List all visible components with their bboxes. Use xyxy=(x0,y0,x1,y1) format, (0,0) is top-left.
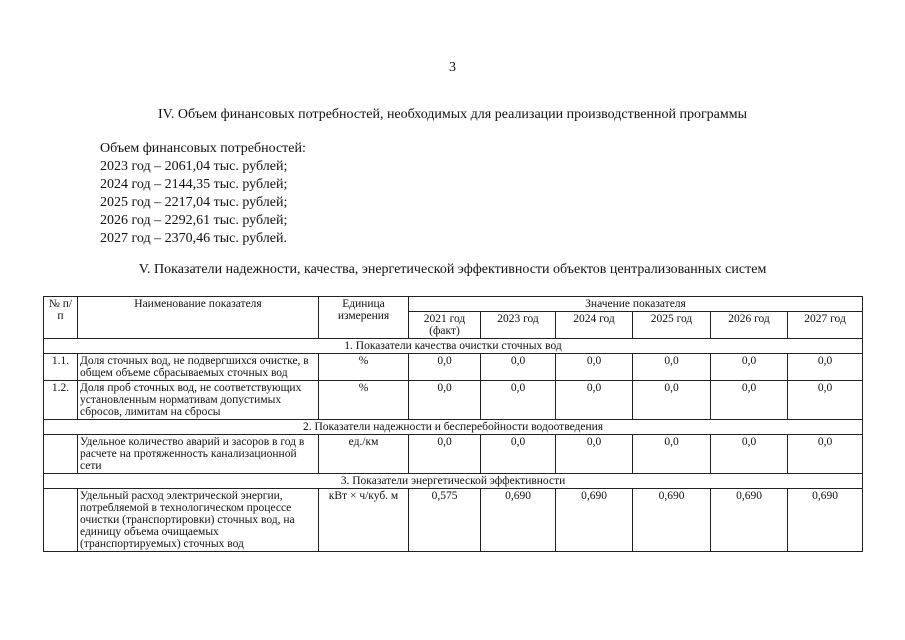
table-row xyxy=(44,381,863,420)
row-num: 1.1. xyxy=(44,354,78,381)
header-num: № п/п xyxy=(44,297,78,339)
header-year-2021: 2021 год (факт) xyxy=(409,312,481,339)
header-year-2023: 2023 год xyxy=(481,312,556,339)
row-unit: ед./км xyxy=(319,435,409,474)
finance-line-2026: 2026 год – 2292,61 тыс. рублей; xyxy=(100,213,288,228)
value-cell: 0,0 xyxy=(711,381,788,420)
finance-block xyxy=(100,140,306,248)
section-row-energy xyxy=(44,474,863,489)
value-cell: 0,0 xyxy=(409,381,481,420)
header-value-group: Значение показателя xyxy=(409,297,863,312)
finance-line-2023: 2023 год – 2061,04 тыс. рублей; xyxy=(100,159,288,174)
section-title: 1. Показатели качества очистки сточных вод xyxy=(44,339,863,354)
value-cell: 0,0 xyxy=(409,354,481,381)
value-cell: 0,0 xyxy=(481,354,556,381)
value-cell: 0,0 xyxy=(556,354,633,381)
finance-line-2024: 2024 год – 2144,35 тыс. рублей; xyxy=(100,177,288,192)
table-row xyxy=(44,489,863,552)
header-name: Наименование показателя xyxy=(78,297,319,339)
page-number: 3 xyxy=(449,60,456,75)
finance-heading: Объем финансовых потребностей: xyxy=(100,141,306,156)
row-name: Доля проб сточных вод, не соответствующих установленным нормативам допустимых сбросов, лимитам на сбросы xyxy=(78,381,319,420)
value-cell: 0,0 xyxy=(481,381,556,420)
section-row-reliability xyxy=(44,420,863,435)
value-cell: 0,0 xyxy=(556,435,633,474)
row-name: Удельное количество аварий и засоров в год в расчете на протяженность канализационной сети xyxy=(78,435,319,474)
value-cell: 0,690 xyxy=(711,489,788,552)
header-year-2026: 2026 год xyxy=(711,312,788,339)
value-cell: 0,0 xyxy=(711,435,788,474)
section-title: 2. Показатели надежности и бесперебойности водоотведения xyxy=(44,420,863,435)
value-cell: 0,690 xyxy=(633,489,711,552)
value-cell: 0,690 xyxy=(556,489,633,552)
table-row xyxy=(44,435,863,474)
header-year-2025: 2025 год xyxy=(633,312,711,339)
table-row xyxy=(44,354,863,381)
finance-line-2025: 2025 год – 2217,04 тыс. рублей; xyxy=(100,195,288,210)
value-cell: 0,0 xyxy=(711,354,788,381)
indicators-table xyxy=(43,296,863,552)
row-unit: % xyxy=(319,381,409,420)
value-cell: 0,690 xyxy=(788,489,863,552)
section-5-title: V. Показатели надежности, качества, энергетической эффективности объектов централизованных систем xyxy=(138,262,767,277)
row-name: Удельный расход электрической энергии, потребляемой в технологическом процессе очистки (транспортировки) сточных вод, на единицу объема очищаемых (транспортируемых) сточных вод xyxy=(78,489,319,552)
row-num: 1.2. xyxy=(44,381,78,420)
value-cell: 0,0 xyxy=(788,381,863,420)
value-cell: 0,0 xyxy=(633,381,711,420)
value-cell: 0,0 xyxy=(409,435,481,474)
value-cell: 0,0 xyxy=(788,354,863,381)
value-cell: 0,0 xyxy=(633,354,711,381)
value-cell: 0,0 xyxy=(556,381,633,420)
section-row-quality xyxy=(44,339,863,354)
row-unit: кВт × ч/куб. м xyxy=(319,489,409,552)
header-year-2027: 2027 год xyxy=(788,312,863,339)
value-cell: 0,0 xyxy=(788,435,863,474)
value-cell: 0,0 xyxy=(633,435,711,474)
header-year-2024: 2024 год xyxy=(556,312,633,339)
value-cell: 0,690 xyxy=(481,489,556,552)
value-cell: 0,575 xyxy=(409,489,481,552)
row-num xyxy=(44,489,78,552)
section-title: 3. Показатели энергетической эффективности xyxy=(44,474,863,489)
row-name: Доля сточных вод, не подвергшихся очистке, в общем объеме сбрасываемых сточных вод xyxy=(78,354,319,381)
value-cell: 0,0 xyxy=(481,435,556,474)
row-unit: % xyxy=(319,354,409,381)
header-unit: Единица измерения xyxy=(319,297,409,339)
row-num xyxy=(44,435,78,474)
finance-line-2027: 2027 год – 2370,46 тыс. рублей. xyxy=(100,231,287,246)
section-4-title: IV. Объем финансовых потребностей, необходимых для реализации производственной программы xyxy=(157,107,748,122)
